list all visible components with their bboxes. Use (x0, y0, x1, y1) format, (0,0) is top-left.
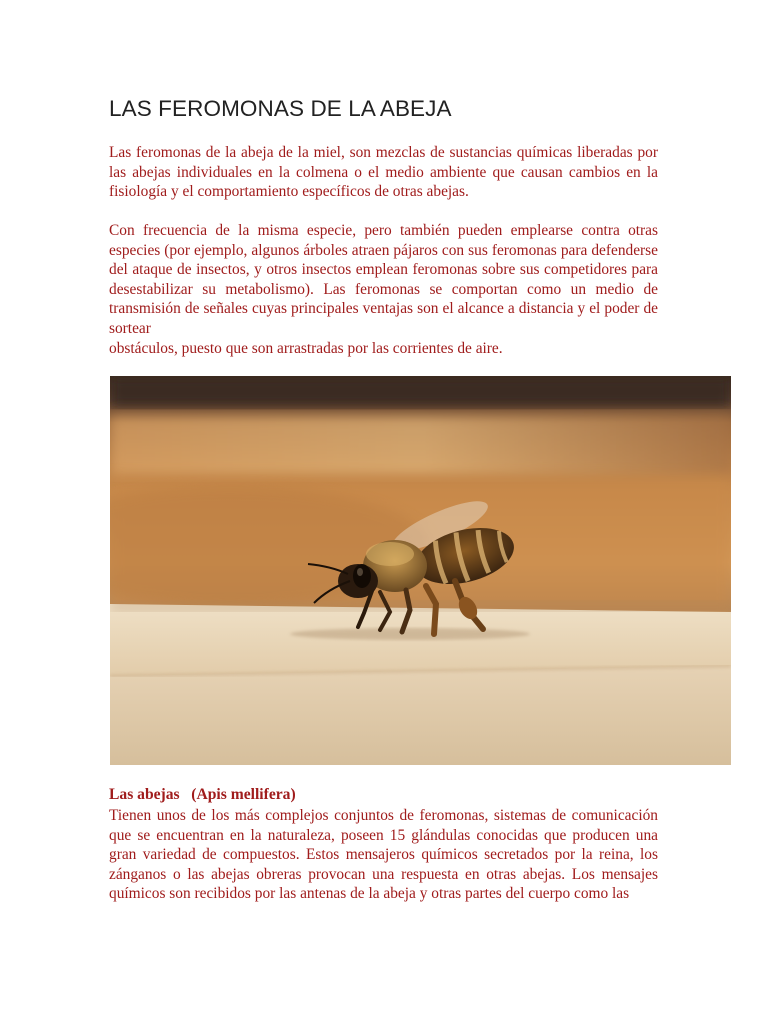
second-paragraph-last-line: obstáculos, puesto que son arrastradas por las corrientes de aire. (109, 339, 503, 357)
intro-paragraph: Las feromonas de la abeja de la miel, son mezclas de sustancias químicas liberadas por las abejas individuales en la colmena o el medio ambiente que causan cambios en la fisiología y el comportamiento específicos de otras abejas. (109, 144, 658, 201)
second-paragraph (109, 221, 658, 358)
third-paragraph: Tienen unos de los más complejos conjuntos de feromonas, sistemas de comunicación que se encuentran en la naturaleza, poseen 15 glándulas conocidas que producen una gran variedad de compuestos. Estos mensajeros químicos secretados por la reina, los zánganos o las abejas obreras provocan una respuesta en otras abejas. Los mensajes químicos son recibidos por las antenas de la abeja y otras partes del cuerpo como las (109, 807, 658, 903)
bee-photo (110, 376, 731, 765)
section-subheading: Las abejas (Apis mellifera) (109, 786, 296, 803)
document-title: LAS FEROMONAS DE LA ABEJA (109, 96, 452, 121)
second-paragraph-body: Con frecuencia de la misma especie, pero también pueden emplearse contra otras especies (por ejemplo, algunos árboles atraen pájaros con sus feromonas para defenderse del ataque de insectos, y otros insectos emplean feromonas sobre sus competidores para desestabilizar su metabolismo). Las feromonas se comportan como un medio de transmisión de señales cuyas principales ventajas son el alcance a distancia y el poder de sortear (109, 222, 658, 337)
